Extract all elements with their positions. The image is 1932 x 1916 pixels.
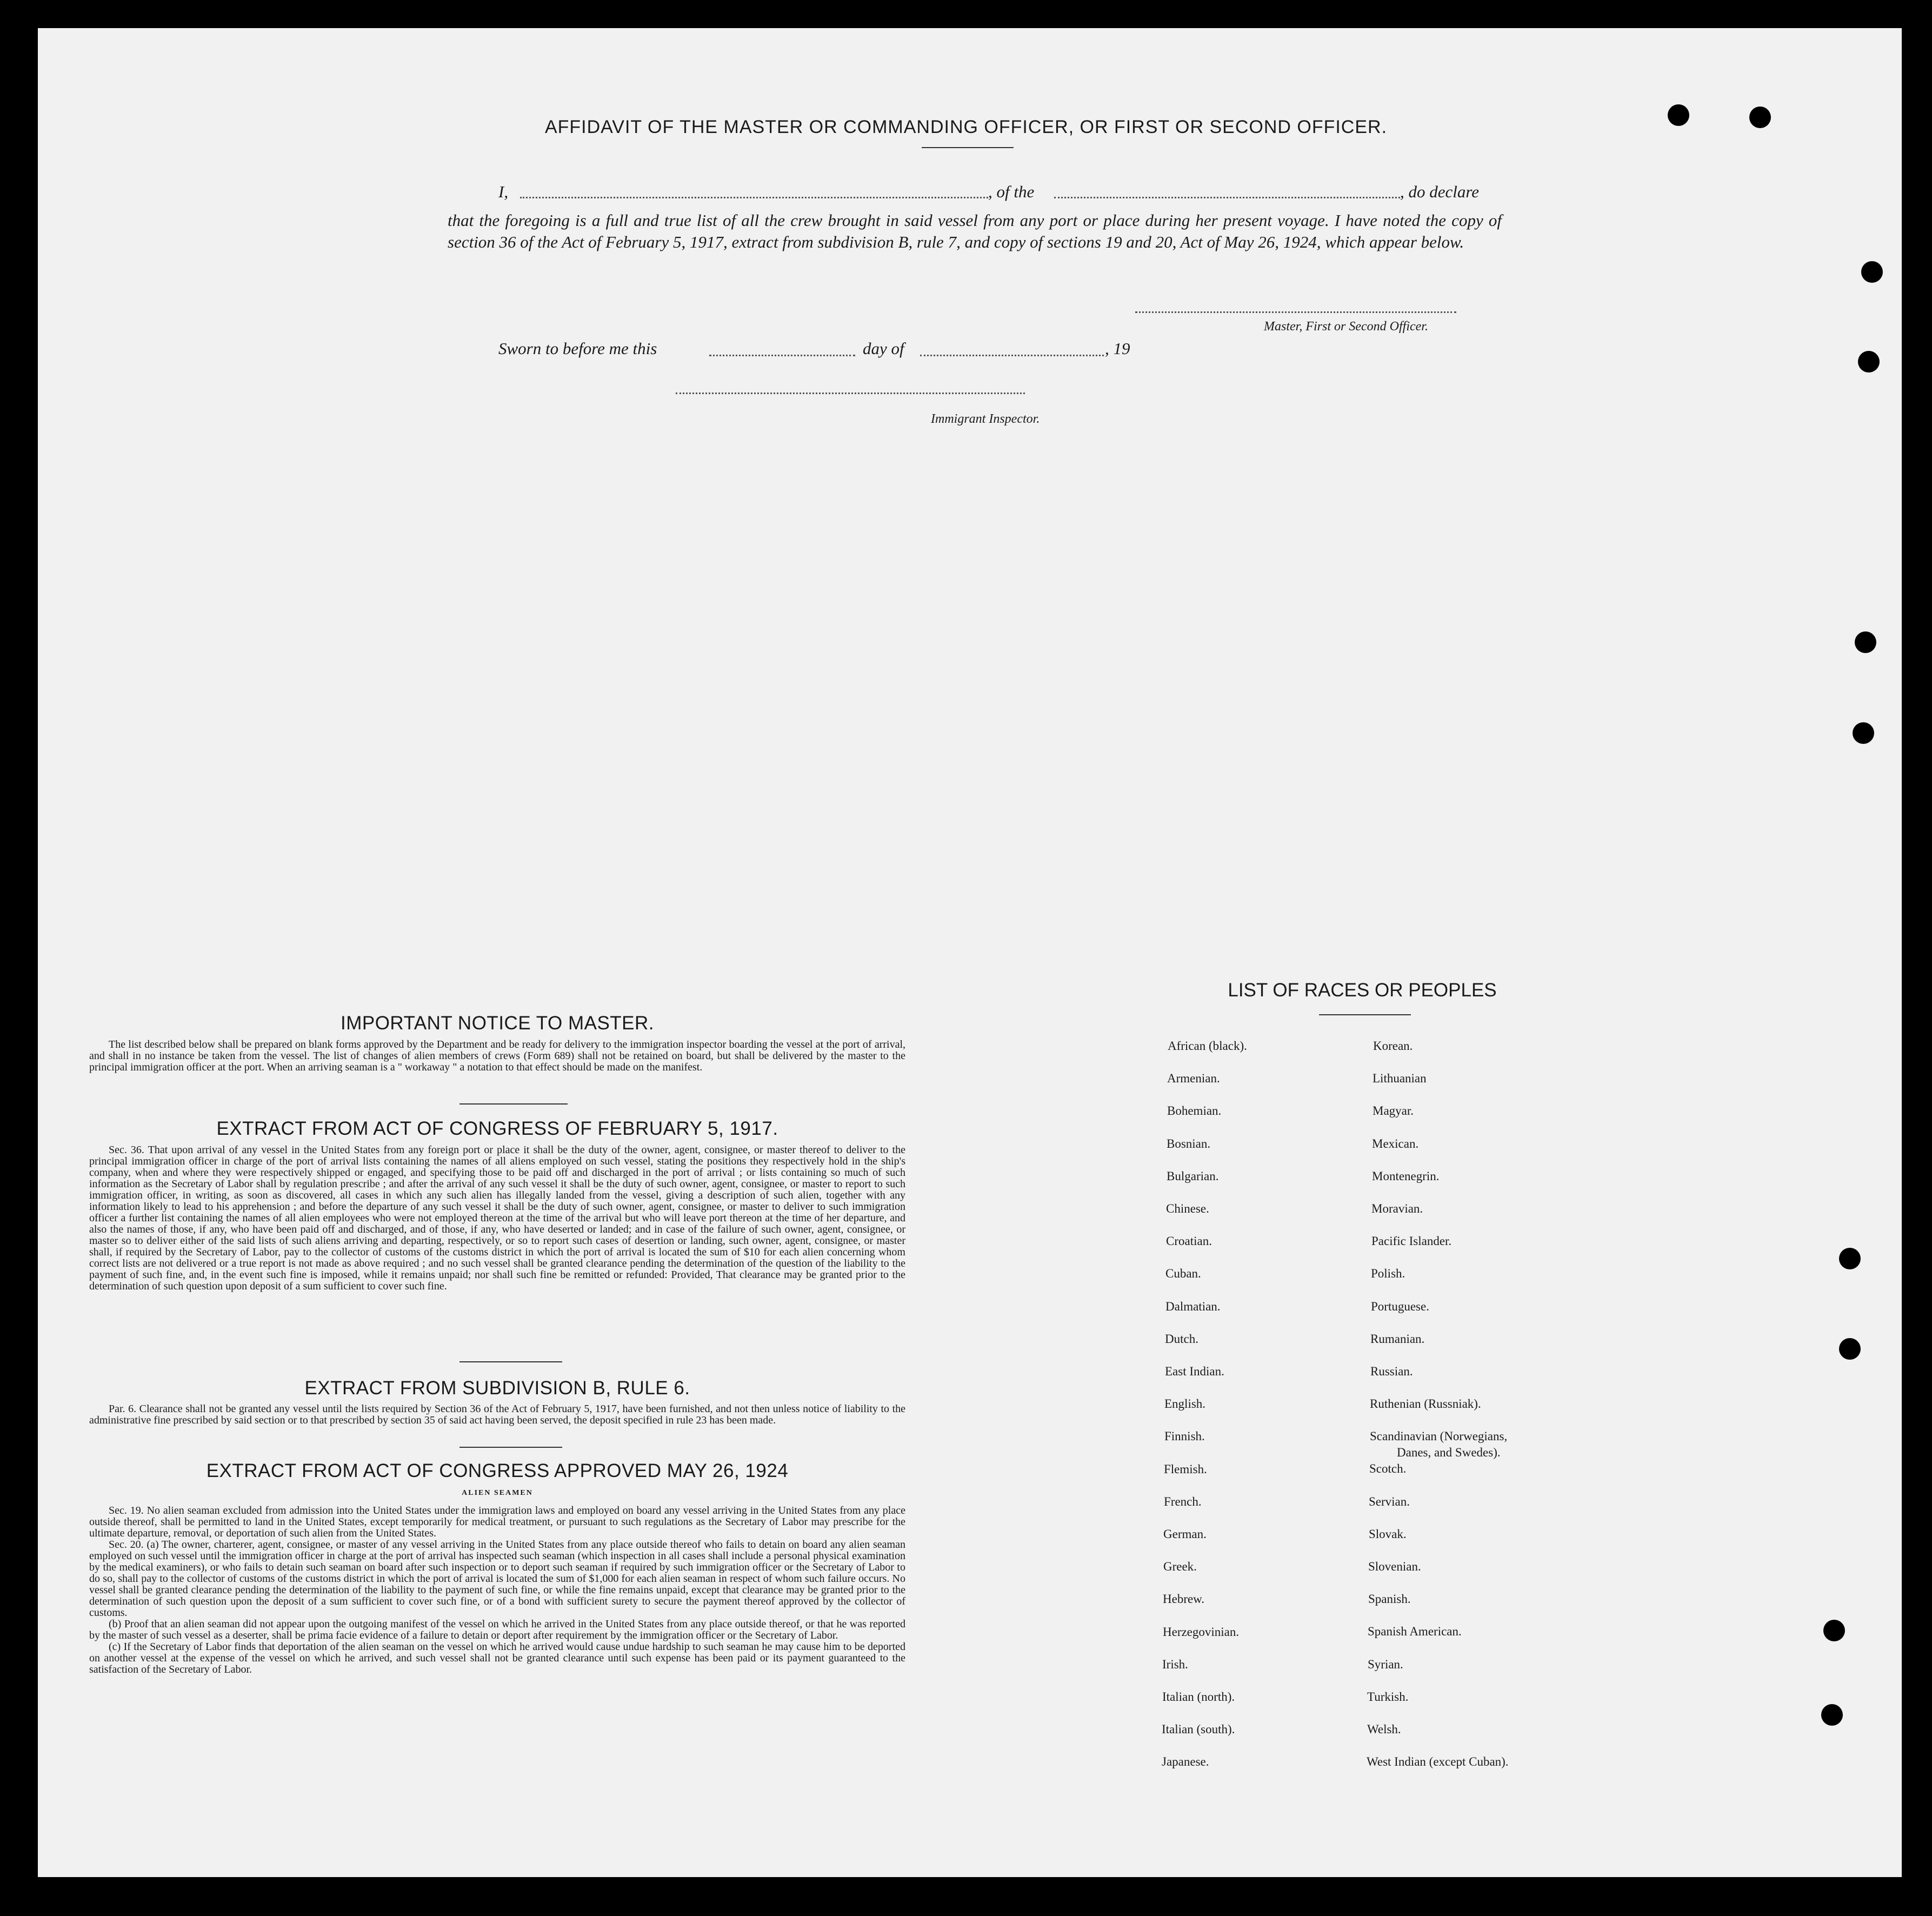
extract-1917-text — [89, 1145, 905, 1292]
race-item: English. — [1164, 1397, 1206, 1411]
race-item: Danes, and Swedes). — [1397, 1446, 1501, 1459]
section-divider — [459, 1361, 562, 1362]
sec20c-paragraph: (c) If the Secretary of Labor finds that deportation of the alien seaman on the vessel on which he arrived would cause undue hardship to such seaman he may cause him to be deported on another vessel at the expense of the vessel on which he arrived, and such vessel shall not be granted clearance until such expense has been paid or its payment guaranteed to the satisfaction of the Secretary of Labor. — [89, 1641, 905, 1675]
race-item: Russian. — [1370, 1365, 1413, 1378]
extract-rule6-text — [89, 1403, 905, 1426]
race-item: Polish. — [1371, 1267, 1405, 1280]
section-divider — [459, 1103, 568, 1105]
vessel-name-field[interactable] — [1054, 197, 1400, 198]
race-item: French. — [1164, 1494, 1202, 1508]
master-label: Master, First or Second Officer. — [1264, 320, 1428, 334]
sworn-label: Sworn to before me this — [498, 339, 657, 358]
race-item: Finnish. — [1164, 1429, 1205, 1443]
race-item: Spanish. — [1368, 1592, 1411, 1606]
notice-text — [89, 1039, 905, 1073]
punch-hole — [1855, 631, 1876, 653]
race-item: West Indian (except Cuban). — [1367, 1755, 1509, 1768]
section-divider — [459, 1447, 562, 1448]
sec19-paragraph: Sec. 19. No alien seaman excluded from admission into the United States under the immigration laws and employed on board any vessel arriving in the United States from any place outside thereof, shall be permitted to land in the United States, except temporarily for medical treatment, or pursuant to such regulations as the Secretary of Labor may prescribe for the ultimate departure, removal, or deportation of such alien from the United States. — [89, 1505, 905, 1539]
race-item: Slovak. — [1369, 1527, 1407, 1541]
race-item: Hebrew. — [1163, 1592, 1205, 1606]
punch-hole — [1853, 722, 1874, 744]
master-signature-field[interactable] — [1135, 311, 1456, 313]
race-item: Cuban. — [1165, 1267, 1201, 1281]
race-item: Welsh. — [1367, 1722, 1401, 1736]
race-item: Servian. — [1369, 1495, 1410, 1508]
race-item: Magyar. — [1373, 1104, 1414, 1117]
race-item: Scotch. — [1369, 1462, 1407, 1475]
race-item: Italian (north). — [1162, 1690, 1235, 1704]
punch-hole — [1839, 1338, 1861, 1360]
punch-hole — [1839, 1248, 1861, 1269]
race-item: German. — [1163, 1527, 1207, 1541]
punch-hole — [1861, 261, 1883, 283]
race-item: Moravian. — [1371, 1202, 1423, 1215]
decl-of-the-label: , of the — [988, 182, 1035, 201]
affidavit-title: AFFIDAVIT OF THE MASTER OR COMMANDING OFFICER, OR FIRST OR SECOND OFFICER. — [544, 117, 1388, 137]
race-item: Lithuanian — [1373, 1072, 1427, 1085]
sec20a-paragraph: Sec. 20. (a) The owner, charterer, agent, consignee, or master of any vessel arriving in the United States from any place outside thereof who fails to detain on board any alien seaman employed on such vessel until the immigration officer in charge at the port of arrival has inspected such seaman (which inspection in all cases shall include a personal physical examination by the medical examiners), or who fails to detain such seaman on board after such inspection or to deport such seaman if required by such immigration officer or the Secretary of Labor to do so, shall pay to the collector of customs of the customs district in which the port of arrival is located the sum of $1,000 for each alien seaman in respect of whom such failure occurs. No vessel shall be granted clearance pending the determination of the liability to the payment of such fine, or while the fine remains unpaid, except that clearance may be granted prior to the determination of such question upon the deposit of a sum sufficient to cover such fine, or of a bond with sufficient surety to secure the payment thereof approved by the collector of customs. — [89, 1539, 905, 1619]
race-item: Greek. — [1163, 1560, 1197, 1574]
race-item: Flemish. — [1164, 1462, 1207, 1476]
extract-1917-title: EXTRACT FROM ACT OF CONGRESS OF FEBRUARY 5, 1917. — [216, 1118, 778, 1139]
race-item: Herzegovinian. — [1163, 1625, 1240, 1639]
race-item: Dalmatian. — [1165, 1299, 1221, 1313]
race-item: East Indian. — [1165, 1365, 1224, 1378]
race-item: Scandinavian (Norwegians, — [1370, 1429, 1508, 1443]
declarant-name-field[interactable] — [520, 197, 988, 198]
sworn-day-field[interactable] — [709, 355, 855, 356]
race-item: Rumanian. — [1370, 1332, 1425, 1346]
notice-title: IMPORTANT NOTICE TO MASTER. — [340, 1013, 655, 1034]
race-item: Pacific Islander. — [1371, 1234, 1452, 1248]
inspector-signature-field[interactable] — [676, 392, 1025, 394]
extract-1924-title: EXTRACT FROM ACT OF CONGRESS APPROVED MAY 26, 1924 — [206, 1460, 789, 1481]
race-item: Turkish. — [1367, 1690, 1409, 1704]
race-item: Chinese. — [1166, 1202, 1209, 1215]
extract-1924-text — [89, 1505, 905, 1675]
race-item: Syrian. — [1368, 1658, 1403, 1671]
punch-hole — [1823, 1620, 1845, 1641]
title-divider — [922, 147, 1014, 148]
races-title: LIST OF RACES OR PEOPLES — [1228, 980, 1497, 1001]
race-item: Mexican. — [1372, 1137, 1419, 1150]
sworn-month-field[interactable] — [920, 355, 1104, 356]
punch-hole — [1821, 1704, 1843, 1726]
race-item: Portuguese. — [1371, 1300, 1429, 1313]
extract-rule6-title: EXTRACT FROM SUBDIVISION B, RULE 6. — [304, 1378, 690, 1399]
alien-seamen-subtitle: ALIEN SEAMEN — [462, 1489, 533, 1497]
par6-paragraph: Par. 6. Clearance shall not be granted any vessel until the lists required by Section 36 of the Act of February 5, 1917, have been furnished, and not then unless notice of liability to the administrative fine prescribed by said section or to that prescribed by section 35 of said act having been served, the deposit specified in rule 23 has been made. — [89, 1403, 905, 1426]
race-item: Bohemian. — [1167, 1104, 1222, 1118]
notice-paragraph: The list described below shall be prepared on blank forms approved by the Department and be ready for delivery to the immigration inspector boarding the vessel at the port of arrival, and shall in no instance be taken from the vessel. The list of changes of alien members of crews (Form 689) shall not be retained on board, but shall be delivered by the master to the principal immigration officer at the port. When an arriving seaman is a " workaway " a notation to that effect should be made on the manifest. — [89, 1039, 905, 1073]
race-item: Japanese. — [1162, 1755, 1209, 1769]
race-item: Spanish American. — [1368, 1625, 1462, 1638]
day-of-label: day of — [863, 339, 904, 358]
year-label: , 19 — [1105, 339, 1130, 358]
decl-do-declare-label: , do declare — [1400, 182, 1480, 201]
punch-hole — [1858, 351, 1880, 372]
inspector-label: Immigrant Inspector. — [931, 412, 1040, 426]
declaration-body: that the foregoing is a full and true list of all the crew brought in said vessel from any port or place during her present voyage. I have noted the copy of section 36 of the Act of February 5, 1917, extract from subdivision B, rule 7, and copy of sections 19 and 20, Act of May 26, 1924, which appear below. — [448, 211, 1502, 251]
race-item: Italian (south). — [1162, 1722, 1235, 1737]
race-item: Dutch. — [1165, 1332, 1198, 1346]
race-item: African (black). — [1168, 1039, 1247, 1053]
race-item: Slovenian. — [1368, 1560, 1421, 1573]
race-item: Montenegrin. — [1372, 1169, 1440, 1183]
sec36-paragraph: Sec. 36. That upon arrival of any vessel in the United States from any foreign port or place it shall be the duty of the owner, agent, consignee, or master thereof to deliver to the principal immigration officer in charge of the port of arrival lists containing the names of all aliens employed on such vessel, stating the positions they respectively hold in the ship's company, when and where they were respectively shipped or engaged, and specifying those to be paid off and discharged in the port of arrival ; or lists containing so much of such information as the Secretary of Labor shall by regulation prescribe ; and after the arrival of any such vessel it shall be the duty of such owner, agent, consignee, or master to report to such immigration officer, in writing, as soon as discovered, all cases in which any such alien has illegally landed from the vessel, giving a description of such alien, together with any information likely to lead to his apprehension ; and before the departure of any such vessel it shall be the duty of such owner, agent, consignee, or master to deliver to such immigration officer a further list containing the names of all alien employees who were not employed thereon at the time of the arrival but who will leave port thereon at the time of her departure, and also the names of those, if any, who have been paid off and discharged, and of those, if any, who have deserted or landed; and in case of the failure of such owner, agent, consignee, or master so to deliver either of the said lists of such aliens arriving and departing, respectively, or so to report such cases of desertion or landing, such owner, agent, consignee, or master shall, if required by the Secretary of Labor, pay to the collector of customs of the customs district in which the port of arrival is located the sum of $10 for each alien concerning whom correct lists are not delivered or a true report is not made as above required ; and no such vessel shall be granted clearance pending the determination of the question of the liability to the payment of such fine, and, in the event such fine is imposed, while it remains unpaid; nor shall such fine be remitted or refunded: Provided, That clearance may be granted prior to the determination of such question upon deposit of a sum sufficient to cover such fine. — [89, 1144, 905, 1292]
race-item: Croatian. — [1166, 1234, 1212, 1248]
sec20b-paragraph: (b) Proof that an alien seaman did not appear upon the outgoing manifest of the vessel on which he arrived in the United States from any place outside thereof, or that he was reported by the master of such vessel as a deserter, shall be prima facie evidence of a failure to detain or deport after requirement by the immigration officer or the Secretary of Labor. — [89, 1618, 905, 1641]
race-item: Armenian. — [1167, 1072, 1220, 1086]
race-item: Bosnian. — [1167, 1136, 1211, 1150]
races-divider — [1319, 1014, 1411, 1015]
race-item: Ruthenian (Russniak). — [1370, 1397, 1481, 1411]
race-item: Irish. — [1162, 1657, 1188, 1671]
decl-i-label: I, — [498, 182, 509, 201]
race-item: Bulgarian. — [1167, 1169, 1219, 1183]
race-item: Korean. — [1373, 1039, 1413, 1053]
